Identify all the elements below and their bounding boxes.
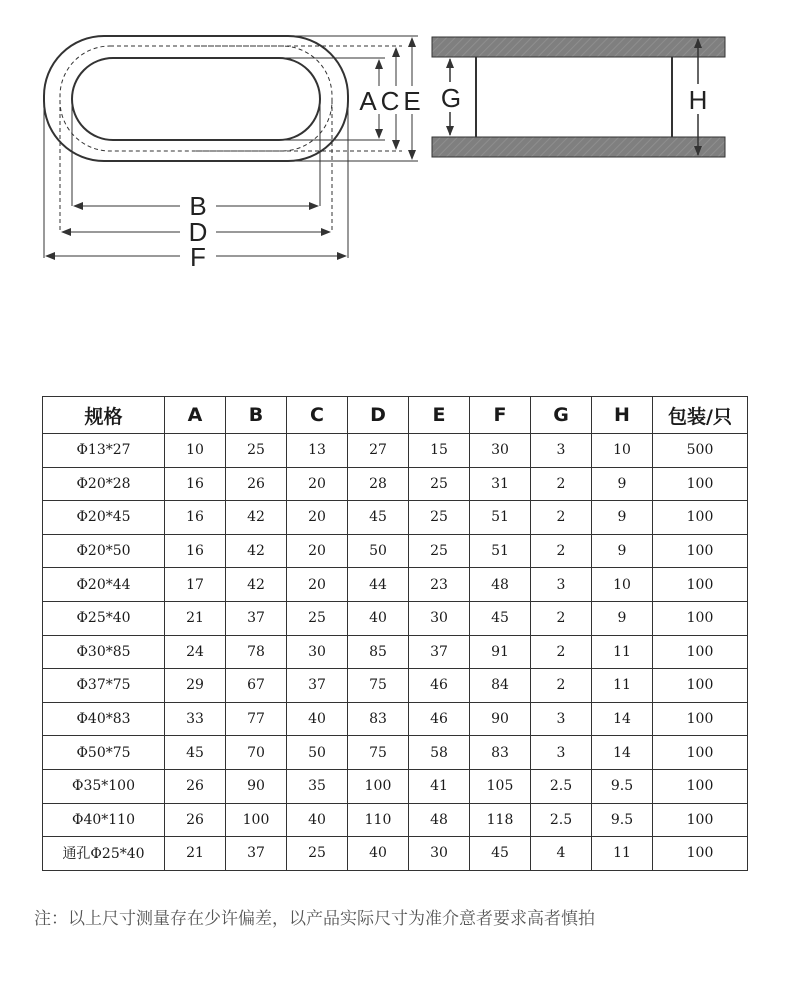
- value-cell: 100: [348, 769, 409, 803]
- value-cell: 48: [470, 568, 531, 602]
- spec-cell: 通孔Φ25*40: [43, 837, 165, 871]
- value-cell: 21: [165, 837, 226, 871]
- value-cell: 23: [409, 568, 470, 602]
- value-cell: 9: [592, 467, 653, 501]
- value-cell: 41: [409, 769, 470, 803]
- value-cell: 100: [653, 601, 748, 635]
- spec-cell: Φ20*45: [43, 501, 165, 535]
- value-cell: 37: [409, 635, 470, 669]
- column-header: H: [592, 397, 653, 434]
- value-cell: 100: [653, 568, 748, 602]
- value-cell: 45: [470, 601, 531, 635]
- table-row: [43, 467, 748, 501]
- value-cell: 40: [348, 837, 409, 871]
- value-cell: 91: [470, 635, 531, 669]
- value-cell: 40: [348, 601, 409, 635]
- column-header: F: [470, 397, 531, 434]
- value-cell: 118: [470, 803, 531, 837]
- bottom-flange: [432, 137, 725, 157]
- value-cell: 28: [348, 467, 409, 501]
- value-cell: 9.5: [592, 769, 653, 803]
- value-cell: 100: [653, 534, 748, 568]
- table-row: [43, 837, 748, 871]
- value-cell: 11: [592, 669, 653, 703]
- value-cell: 29: [165, 669, 226, 703]
- table-row: [43, 736, 748, 770]
- value-cell: 26: [165, 803, 226, 837]
- value-cell: 13: [287, 434, 348, 468]
- value-cell: 16: [165, 467, 226, 501]
- value-cell: 100: [653, 501, 748, 535]
- spec-cell: Φ20*28: [43, 467, 165, 501]
- value-cell: 30: [287, 635, 348, 669]
- value-cell: 105: [470, 769, 531, 803]
- value-cell: 21: [165, 601, 226, 635]
- value-cell: 25: [409, 501, 470, 535]
- table-row: [43, 434, 748, 468]
- value-cell: 75: [348, 669, 409, 703]
- value-cell: 100: [653, 736, 748, 770]
- value-cell: 75: [348, 736, 409, 770]
- spec-table: [42, 396, 748, 871]
- dim-label-d: D: [188, 217, 208, 247]
- spec-cell: Φ40*110: [43, 803, 165, 837]
- top-view: [44, 36, 421, 272]
- value-cell: 42: [226, 568, 287, 602]
- value-cell: 11: [592, 837, 653, 871]
- value-cell: 16: [165, 534, 226, 568]
- value-cell: 51: [470, 534, 531, 568]
- dim-label-f: F: [190, 242, 206, 272]
- value-cell: 20: [287, 534, 348, 568]
- value-cell: 17: [165, 568, 226, 602]
- value-cell: 90: [470, 702, 531, 736]
- value-cell: 26: [226, 467, 287, 501]
- value-cell: 9: [592, 534, 653, 568]
- value-cell: 3: [531, 736, 592, 770]
- value-cell: 100: [653, 769, 748, 803]
- top-flange: [432, 37, 725, 57]
- table-row: [43, 601, 748, 635]
- value-cell: 4: [531, 837, 592, 871]
- dim-label-a: A: [359, 86, 377, 116]
- value-cell: 42: [226, 534, 287, 568]
- value-cell: 40: [287, 702, 348, 736]
- value-cell: 2.5: [531, 769, 592, 803]
- side-view: [432, 37, 725, 157]
- spec-cell: Φ20*50: [43, 534, 165, 568]
- column-header: G: [531, 397, 592, 434]
- value-cell: 10: [592, 434, 653, 468]
- value-cell: 25: [226, 434, 287, 468]
- value-cell: 50: [287, 736, 348, 770]
- value-cell: 37: [226, 837, 287, 871]
- value-cell: 44: [348, 568, 409, 602]
- value-cell: 10: [592, 568, 653, 602]
- spec-cell: Φ35*100: [43, 769, 165, 803]
- column-header: C: [287, 397, 348, 434]
- dim-label-g: G: [440, 83, 462, 113]
- outer-outline: [44, 36, 348, 161]
- value-cell: 100: [226, 803, 287, 837]
- spec-cell: Φ40*83: [43, 702, 165, 736]
- value-cell: 45: [470, 837, 531, 871]
- value-cell: 30: [409, 601, 470, 635]
- value-cell: 30: [409, 837, 470, 871]
- column-header: 规格: [43, 397, 165, 434]
- value-cell: 110: [348, 803, 409, 837]
- value-cell: 27: [348, 434, 409, 468]
- middle-outline: [60, 46, 332, 151]
- table-row: [43, 702, 748, 736]
- value-cell: 3: [531, 702, 592, 736]
- value-cell: 70: [226, 736, 287, 770]
- value-cell: 85: [348, 635, 409, 669]
- value-cell: 25: [287, 837, 348, 871]
- value-cell: 100: [653, 837, 748, 871]
- dim-label-b: B: [189, 191, 207, 221]
- value-cell: 11: [592, 635, 653, 669]
- value-cell: 9: [592, 501, 653, 535]
- value-cell: 100: [653, 702, 748, 736]
- value-cell: 2: [531, 669, 592, 703]
- value-cell: 100: [653, 467, 748, 501]
- value-cell: 25: [409, 534, 470, 568]
- dim-label-e: E: [403, 86, 421, 116]
- value-cell: 46: [409, 669, 470, 703]
- value-cell: 37: [226, 601, 287, 635]
- value-cell: 14: [592, 736, 653, 770]
- value-cell: 3: [531, 434, 592, 468]
- value-cell: 15: [409, 434, 470, 468]
- value-cell: 67: [226, 669, 287, 703]
- value-cell: 58: [409, 736, 470, 770]
- value-cell: 50: [348, 534, 409, 568]
- value-cell: 26: [165, 769, 226, 803]
- spec-cell: Φ25*40: [43, 601, 165, 635]
- value-cell: 46: [409, 702, 470, 736]
- value-cell: 84: [470, 669, 531, 703]
- value-cell: 31: [470, 467, 531, 501]
- column-header: A: [165, 397, 226, 434]
- value-cell: 30: [470, 434, 531, 468]
- column-header: D: [348, 397, 409, 434]
- value-cell: 2: [531, 635, 592, 669]
- value-cell: 100: [653, 669, 748, 703]
- value-cell: 90: [226, 769, 287, 803]
- value-cell: 10: [165, 434, 226, 468]
- table-row: [43, 501, 748, 535]
- value-cell: 20: [287, 501, 348, 535]
- value-cell: 2.5: [531, 803, 592, 837]
- value-cell: 2: [531, 501, 592, 535]
- value-cell: 3: [531, 568, 592, 602]
- spec-cell: Φ37*75: [43, 669, 165, 703]
- table-body: [43, 434, 748, 871]
- column-header: 包装/只: [653, 397, 748, 434]
- value-cell: 9: [592, 601, 653, 635]
- value-cell: 25: [409, 467, 470, 501]
- column-header: E: [409, 397, 470, 434]
- value-cell: 42: [226, 501, 287, 535]
- value-cell: 83: [348, 702, 409, 736]
- value-cell: 48: [409, 803, 470, 837]
- value-cell: 2: [531, 601, 592, 635]
- table-row: [43, 669, 748, 703]
- value-cell: 45: [165, 736, 226, 770]
- value-cell: 35: [287, 769, 348, 803]
- value-cell: 24: [165, 635, 226, 669]
- value-cell: 500: [653, 434, 748, 468]
- value-cell: 9.5: [592, 803, 653, 837]
- value-cell: 83: [470, 736, 531, 770]
- spec-cell: Φ20*44: [43, 568, 165, 602]
- dim-label-c: C: [380, 86, 400, 116]
- dim-label-h: H: [688, 85, 708, 115]
- column-header: B: [226, 397, 287, 434]
- value-cell: 20: [287, 568, 348, 602]
- spec-cell: Φ13*27: [43, 434, 165, 468]
- table-row: [43, 534, 748, 568]
- value-cell: 37: [287, 669, 348, 703]
- table-row: [43, 769, 748, 803]
- table-header-row: [43, 397, 748, 434]
- value-cell: 40: [287, 803, 348, 837]
- value-cell: 45: [348, 501, 409, 535]
- value-cell: 2: [531, 534, 592, 568]
- table-row: [43, 803, 748, 837]
- value-cell: 20: [287, 467, 348, 501]
- value-cell: 14: [592, 702, 653, 736]
- value-cell: 77: [226, 702, 287, 736]
- value-cell: 100: [653, 803, 748, 837]
- value-cell: 78: [226, 635, 287, 669]
- value-cell: 51: [470, 501, 531, 535]
- value-cell: 25: [287, 601, 348, 635]
- value-cell: 2: [531, 467, 592, 501]
- value-cell: 33: [165, 702, 226, 736]
- spec-cell: Φ30*85: [43, 635, 165, 669]
- value-cell: 16: [165, 501, 226, 535]
- value-cell: 100: [653, 635, 748, 669]
- disclaimer-note: 注：以上尺寸测量存在少许偏差，以产品实际尺寸为准介意者要求高者慎拍: [34, 909, 595, 929]
- dimension-diagram: [0, 0, 800, 300]
- spec-cell: Φ50*75: [43, 736, 165, 770]
- table-row: [43, 568, 748, 602]
- table-row: [43, 635, 748, 669]
- inner-outline: [72, 58, 320, 140]
